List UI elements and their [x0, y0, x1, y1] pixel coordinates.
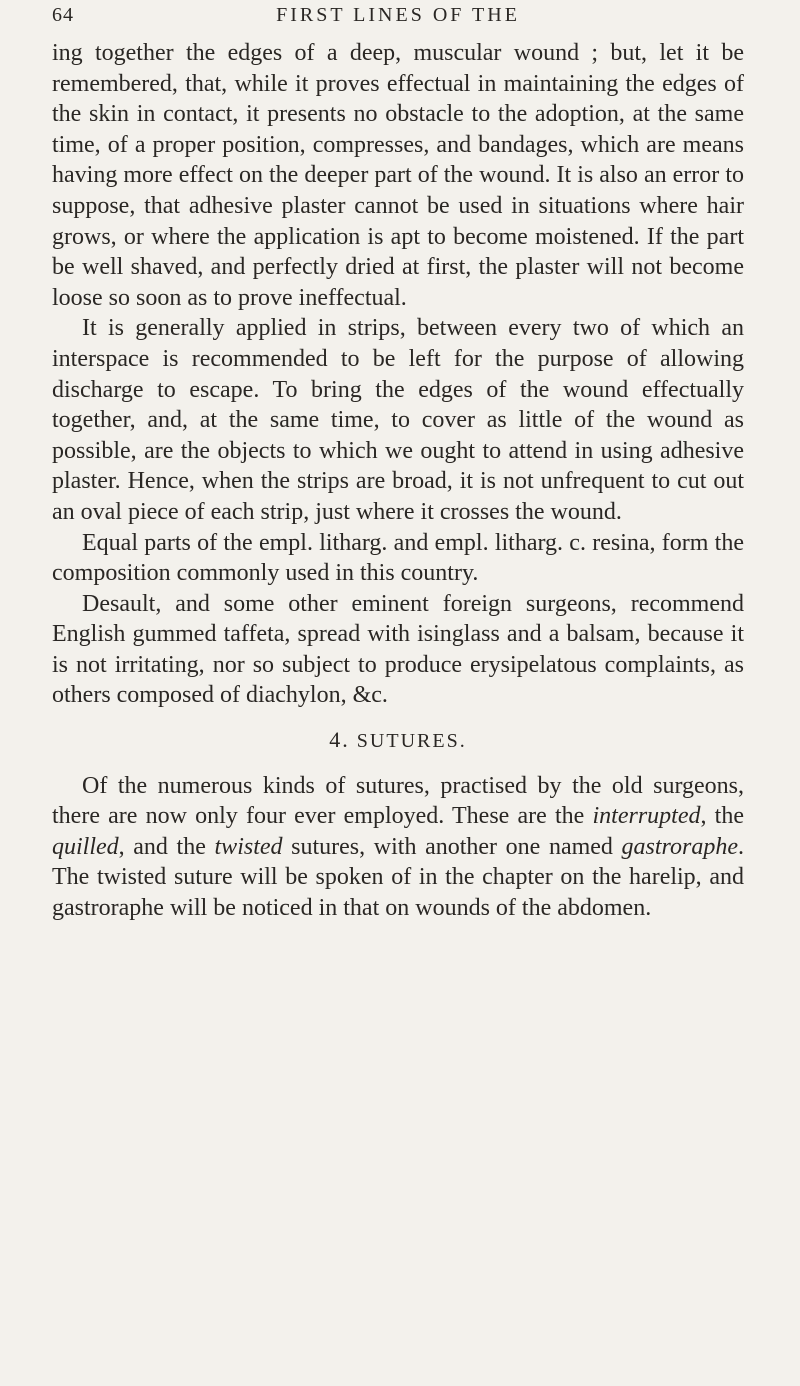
text-run: ing together the edges of a deep, muscular wound ; but, let it be remembered, that, while it proves effectual in maintaining the edges of the skin in contact, it presents no obstacle to the adoption, at the same time, of a proper position, compresses, and bandages, which are means having more effect on the deeper part of the wound. It is also an error to suppose, that adhesive plaster cannot be used in situations where hair grows, or where the application is apt to become moistened. If the part be well shaved, and perfectly dried at first, the plaster will not become loose so soon as to prove ineffectual. [52, 40, 744, 311]
paragraph-sutures [52, 771, 744, 924]
paragraph-continued [52, 38, 744, 313]
italic-term: interrupted [592, 803, 701, 830]
text-run: Equal parts of the empl. litharg. and empl. litharg. c. resina, form the composition commonly used in this country. [52, 529, 744, 587]
text-run: Of the numerous kinds of sutures, practised by the old surgeons, there are now only four ever employed. These are the [52, 772, 744, 830]
paragraph-desault [52, 589, 744, 711]
text-run: , and the [118, 833, 215, 860]
section-heading [52, 725, 744, 757]
running-title: FIRST LINES OF THE [276, 4, 520, 26]
running-head [52, 0, 744, 34]
body-text [52, 38, 744, 924]
text-run: . The twisted suture will be spoken of in the chapter on the harelip, and gastroraphe will be noticed in that on wounds of the abdomen. [52, 833, 744, 922]
text-run: Desault, and some other eminent foreign surgeons, recommend English gummed taffeta, spread with isinglass and a balsam, because it is not irritating, nor so subject to produce erysipelatous complaints, as others composed of diachylon, &c. [52, 590, 744, 709]
text-run: It is generally applied in strips, between every two of which an interspace is recommended to be left for the purpose of allowing discharge to escape. To bring the edges of the wound effectually together, and, at the same time, to cover as little of the wound as possible, are the objects to which we ought to attend in using adhesive plaster. Hence, when the strips are broad, it is not unfrequent to cut out an oval piece of each strip, just where it crosses the wound. [52, 315, 744, 525]
italic-term: quilled [52, 833, 119, 860]
section-number: 4. [329, 727, 350, 753]
page-number: 64 [52, 4, 74, 26]
italic-term: gastroraphe [621, 833, 738, 860]
text-run: , the [700, 803, 745, 830]
italic-term: twisted [214, 833, 283, 860]
section-title: SUTURES. [356, 730, 467, 753]
paragraph-strips [52, 313, 744, 527]
text-run: sutures, with another one named [282, 833, 622, 860]
paragraph-composition [52, 528, 744, 589]
